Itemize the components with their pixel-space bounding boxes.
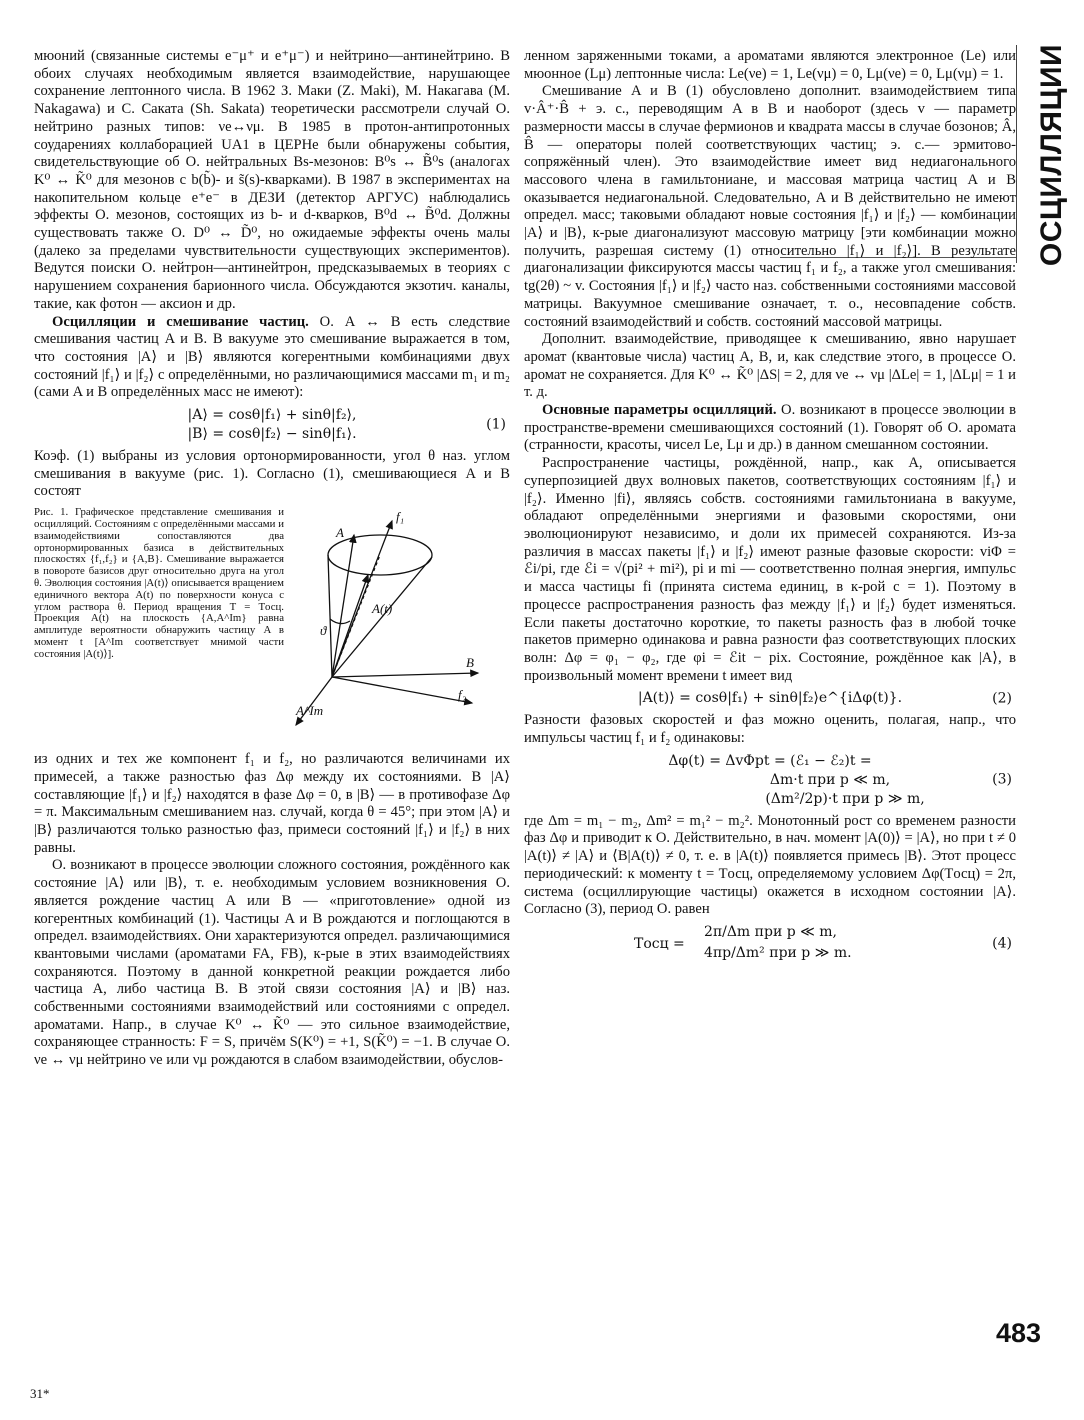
label-f2: f₂ bbox=[458, 687, 467, 703]
signature-mark: 31* bbox=[30, 1386, 50, 1401]
paragraph: Коэф. (1) выбраны из условия ортонормированности, угол θ наз. углом смешивания в вакууме (рис. 1). Согласно (1), смешивающиеся A и B состоят bbox=[34, 448, 510, 500]
equation-1 bbox=[34, 406, 510, 444]
equation-number: (3) bbox=[992, 771, 1012, 788]
vector-f2 bbox=[332, 677, 472, 703]
page-number: 483 bbox=[996, 1318, 1042, 1348]
equation-line: 4πp/Δm² при p ≫ m. bbox=[704, 944, 852, 961]
label-a: A bbox=[336, 525, 344, 541]
header-rule bbox=[1016, 45, 1017, 263]
paragraph: мюоний (связанные системы e⁻μ⁺ и e⁺μ⁻) и нейтрино—антинейтрино. В обоих случаях необходимым является взаимодействие, нарушающее сохранение лептонного числа. В 1962 З. Маки (Z. Maki), М. Накагава (M. Nakagawa) и С. Саката (Sh. Sakata) теоретически рассмотрели случай О. нейтрино разных типов: νe↔νμ. В 1985 в протон-антипротонных соударениях коллаборацией UA1 в ЦЕРНе были обнаружены события, свидетельствующие об О. нейтральных Bs-мезонов: B⁰s ↔ B̃⁰s (аналогах K⁰ ↔ K̃⁰ для мезонов с b(b̃)- и s̃(s)-кварками). В 1987 в экспериментах на накопительном кольце e⁺e⁻ в ДЕЗИ (детектор АРГУС) наблюдались эффекты О. мезонов, состоящих из b- и d-кварков, B⁰d ↔ B̃⁰d. Должны существовать также О. D⁰ ↔ D̃⁰, но ожидаемые эффекты очень малы (далеко за пределами чувствительности существующих экспериментов). Ведутся поиски О. нейтрон—антинейтрон, предсказываемых в теориях с нарушением сохранения барионного числа. Обсуждаются экзотич. каналы, такие, как фотон — аксион и др. bbox=[34, 48, 510, 312]
equation-4 bbox=[524, 923, 1016, 965]
paragraph-basic-parameters bbox=[524, 402, 1016, 455]
equation-line: |A⟩ = cosθ|f₁⟩ + sinθ|f₂⟩, bbox=[187, 407, 357, 424]
paragraph: О. возникают в процессе эволюции сложного состояния, рождённого как состояние |A⟩ или |B⟩, т. е. необходимым условием возникновения О. является рождение частиц A или B — «приготовление» одной из когерентных комбинаций (1). Частицы A и B рождаются и поглощаются в определ. взаимодействиях. Они характеризуются определ. различающимися квантовыми числами (ароматами FA, FB), к-рые в этих взаимодействиях сохраняются. Поэтому в данной конкретной реакции рождается либо частица A, либо частица B. В этой связи состояния |A⟩ и |B⟩ наз. собственными состояниями взаимодействий или состояниями с определ. ароматами. Напр., в случае K⁰ ↔ K̃⁰ — это сильное взаимодействие, сохраняющее странность: F = S, причём S(K⁰) = +1, S(K̃⁰) = −1. В случае О. νe ↔ νμ нейтрино νe или νμ рождаются в слабом взаимодействии, обуслов- bbox=[34, 857, 510, 1069]
label-f1: f₁ bbox=[396, 509, 405, 525]
paragraph-text: О. A ↔ B есть следствие смешивания частиц A и B. В вакууме это смешивание выражается в том, что состояния |A⟩ и |B⟩ являются когерентными комбинациями двух состояний |f₁⟩ и |f₂⟩ с определёнными, но различающимися массами m₁ и m₂ (сами A и B определённых масс не имеют): bbox=[34, 313, 510, 401]
running-head bbox=[1022, 40, 1082, 270]
equation-line: (Δm²/2p)·t при p ≫ m, bbox=[765, 790, 925, 807]
figure-diagram bbox=[292, 507, 510, 745]
section-heading: Основные параметры осцилляций. bbox=[542, 402, 777, 419]
paragraph-oscillations-mixing bbox=[34, 314, 510, 403]
equation-lhs: Tосц = bbox=[634, 935, 685, 952]
label-at: A(t) bbox=[372, 601, 393, 617]
paragraph: Смешивание A и B (1) обусловлено дополнит. взаимодействием типа v·Â⁺·B̂ + э. с., переводящим A в B и наоборот (здесь v — параметр размерности массы в случае фермионов и квадрата массы в случае бозонов; Â, B̂ — операторы полей соответствующих частиц; э. с.— эрмитово-сопряжённый член). Это взаимодействие имеет вид недиагонального массового члена в гамильтониане, и массовая матрица частиц A и B оказывается недиагональной. Следовательно, A и B действительно не имеют определ. масс; таковыми обладают новые состояния |f₁⟩ и |f₂⟩ — комбинации |A⟩ и |B⟩, к-рые диагонализуют массовую матрицу [эти комбинации можно получить, разрешая систему (1) относительно |f₁⟩ и |f₂⟩]. В результате диагонализации фиксируются массы частиц f₁ и f₂, а также угол смешивания: tg(2θ) ~ v. Состояния |f₁⟩ и |f₂⟩ часто наз. собственными состояниями массовой матрицы. Вакуумное смешивание означает, т. о., несовпадение собств. состояний взаимодействий и собств. состояний массовой матрицы. bbox=[524, 83, 1016, 330]
cone-edge bbox=[328, 555, 332, 677]
left-column bbox=[34, 48, 510, 1070]
running-head-title: ОСЦИЛЛЯЦИИ bbox=[1035, 43, 1068, 267]
paragraph: Распространение частицы, рождённой, напр., как A, описывается суперпозицией двух волновых пакетов, соответствующих состояниям |f₁⟩ и |f₂⟩. Именно |fi⟩, являясь собств. состояниями гамильтониана в вакууме, обладают определёнными энергиями и фазовыми скоростями, они эволюционируют независимо, и доли их примесей сохраняются. Из-за различия в массах пакеты |f₁⟩ и |f₂⟩ имеют разные фазовые скорости: viΦ = ℰi/pi, где ℰi = √(pi² + mi²), pi и mi — соответственно полная энергия, импульс и масса частицы fi (принята система единиц, в к-рой c = 1). Поэтому в процессе распространения разность фаз между |f₁⟩ и |f₂⟩ будет изменяться. Если пакеты достаточно короткие, то пакеты разность фаз в любой точке пакетов примерно одинакова и равна разности фаз соответствующих плоских волн: Δφ = φ₁ − φ₂, где φi = ℰit − pix. Состояние, рождённое как |A⟩, в произвольный момент времени t имеет вид bbox=[524, 455, 1016, 684]
equation-2 bbox=[524, 689, 1016, 708]
equation-number: (2) bbox=[992, 690, 1012, 707]
equation-3 bbox=[524, 752, 1016, 809]
label-aim: A^Im bbox=[296, 703, 324, 719]
paragraph-text: О. возникают в процессе эволюции в пространстве-времени смешивающихся состояний (1). Говорят об О. аромата (странности, красоты, чисел Le, Lμ и др.) в данном смешанном состоянии. bbox=[524, 402, 1016, 454]
paragraph: ленном заряженными токами, а ароматами являются электронное (Le) или мюонное (Lμ) лептонные числа: Le(νe) = 1, Le(νμ) = 0, Lμ(νe) = 0, Lμ(νμ) = 1. bbox=[524, 48, 1016, 82]
equation-line: Δφ(t) = ΔvΦpt = (ℰ₁ − ℰ₂)t = bbox=[668, 752, 872, 769]
equation-line: 2π/Δm при p ≪ m, bbox=[704, 923, 837, 940]
equation-line: |A(t)⟩ = cosθ|f₁⟩ + sinθ|f₂⟩e^{iΔφ(t)}. bbox=[637, 690, 903, 707]
vector-at bbox=[332, 575, 368, 677]
paragraph: Дополнит. взаимодействие, приводящее к смешиванию, явно нарушает аромат (квантовые числа) частиц A, B, и, как следствие этого, в процессе О. аромат не сохраняется. Для K⁰ ↔ K̃⁰ |ΔS| = 2, для νe ↔ νμ |ΔLe| = 1, |ΔLμ| = 1 и т. д. bbox=[524, 331, 1016, 401]
vector-a bbox=[332, 535, 354, 677]
paragraph: Разности фазовых скоростей и фаз можно оценить, полагая, напр., что импульсы частиц f₁ и f₂ одинаковы: bbox=[524, 712, 1016, 747]
figure-1 bbox=[34, 507, 510, 745]
label-b: B bbox=[466, 655, 474, 671]
equation-number: (1) bbox=[486, 416, 506, 433]
equation-line: Δm·t при p ≪ m, bbox=[769, 771, 891, 788]
paragraph: из одних и тех же компонент f₁ и f₂, но различаются величинами их примесей, а также разностью фаз Δφ между их состояниями. В |A⟩ составляющие |f₁⟩ и |f₂⟩ находятся в фазе Δφ = 0, в |B⟩ — в противофазе Δφ = π. Максимальным смешиванием наз. случай, когда θ = 45°; при этом |A⟩ и |B⟩ различаются только разностью фаз, примеси состояний |f₁⟩ и |f₂⟩ в них равны. bbox=[34, 751, 510, 856]
cone-ellipse bbox=[328, 535, 432, 575]
figure-caption: Рис. 1. Графическое представление смешивания и осцилляций. Состояниям с определёнными массами и взаимодействиями сопоставляются два ортонормированных базиса в действительных плоскостях {f₁,f₂} и {A,B}. Смешивание выражается в повороте базисов друг относительно друга на угол θ. Эволюция состояния |A(t)⟩ описывается вращением единичного вектора A(t) по поверхности конуса с углом раствора θ. Период вращения T = Tосц. Проекция A(t) на плоскость {A,A^Im} равна амплитуде вероятности обнаружить частицу A в момент t [A^Im соответствует мнимой части состояния |A(t)⟩]. bbox=[34, 506, 284, 660]
right-column bbox=[524, 48, 1016, 969]
vector-b bbox=[332, 673, 478, 677]
equation-number: (4) bbox=[992, 935, 1012, 952]
equation-line: |B⟩ = cosθ|f₂⟩ − sinθ|f₁⟩. bbox=[187, 426, 357, 443]
label-theta: ϑ bbox=[320, 623, 327, 639]
section-heading: Осцилляции и смешивание частиц. bbox=[52, 313, 309, 330]
paragraph: где Δm = m₁ − m₂, Δm² = m₁² − m₂². Монотонный рост со временем разности фаз Δφ и приводит к О. Действительно, в нач. момент |A(0)⟩ = |A⟩, но при t ≠ 0 |A(t)⟩ ≠ |A⟩ и ⟨B|A(t)⟩ ≠ 0, т. е. в |A(t)⟩ появляется примесь |B⟩. Этот процесс периодический: к моменту t = Tосц, определяемому условием Δφ(Tосц) = 2π, система (осциллирующие частицы) окажется в исходном состоянии |A⟩. Согласно (3), период О. равен bbox=[524, 812, 1016, 918]
